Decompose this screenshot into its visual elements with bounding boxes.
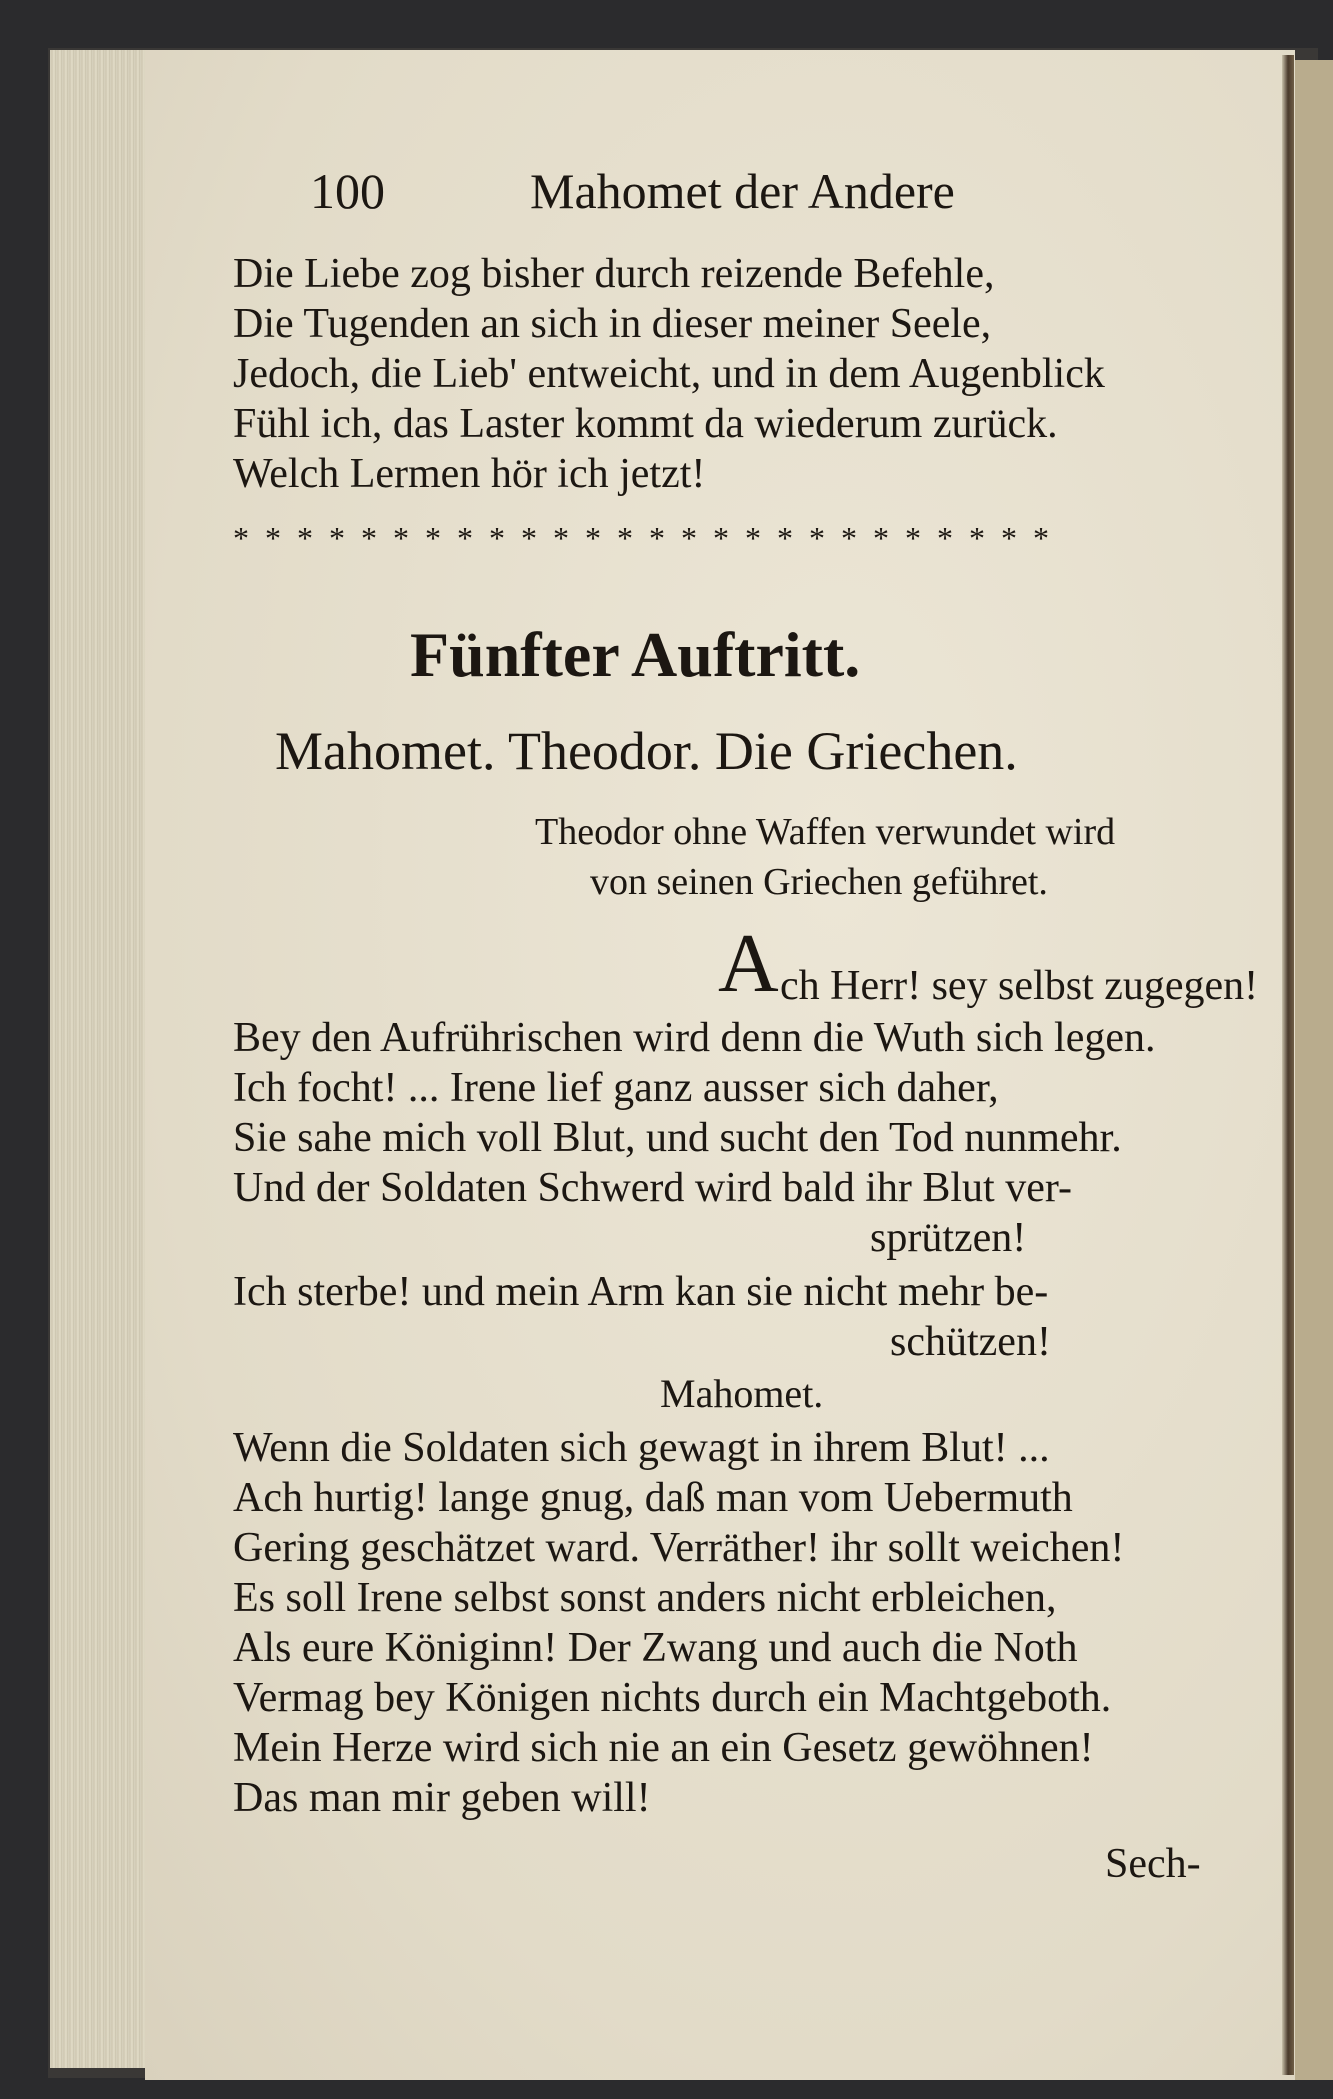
verse-line: Die Tugenden an sich in dieser meiner Seele,	[233, 301, 992, 347]
verse-line: Als eure Königinn! Der Zwang und auch die Noth	[233, 1625, 1078, 1671]
verse-line: Ach hurtig! lange gnug, daß man vom Uebermuth	[233, 1475, 1073, 1521]
book-gutter	[1282, 55, 1294, 2075]
speaker-name: Mahomet.	[660, 1371, 824, 1416]
verse-line: Welch Lermen hör ich jetzt!	[233, 451, 706, 497]
verse-line: Fühl ich, das Laster kommt da wiederum zurück.	[233, 401, 1058, 447]
catchword: Sech-	[1105, 1841, 1201, 1887]
stage-direction: von seinen Griechen geführet.	[590, 861, 1048, 903]
verse-line: Jedoch, die Lieb' entweicht, und in dem Augenblick	[233, 351, 1105, 397]
stage-direction: Theodor ohne Waffen verwundet wird	[535, 811, 1116, 853]
book-page	[145, 50, 1295, 2080]
scene-title: Fünfter Auftritt.	[410, 619, 861, 690]
running-title: Mahomet der Andere	[530, 163, 955, 219]
verse-line: Sie sahe mich voll Blut, und sucht den Tod nunmehr.	[233, 1115, 1122, 1161]
verse-line: Ich focht! ... Irene lief ganz ausser sich daher,	[233, 1065, 999, 1111]
verse-continuation: sprützen!	[870, 1215, 1027, 1261]
verse-line: Vermag bey Königen nichts durch ein Machtgeboth.	[233, 1675, 1112, 1721]
page-edges	[50, 50, 145, 2068]
verse-line: Es soll Irene selbst sonst anders nicht erbleichen,	[233, 1575, 1057, 1621]
verse-line: Und der Soldaten Schwerd wird bald ihr Blut ver-	[233, 1165, 1072, 1211]
verse-line: ch Herr! sey selbst zugegen!	[780, 963, 1259, 1009]
page-number: 100	[310, 163, 385, 219]
separator-stars: * * * * * * * * * * * * * * * * * * * * * * * * * *	[233, 520, 1053, 556]
verse-line: Mein Herze wird sich nie an ein Gesetz gewöhnen!	[233, 1725, 1094, 1771]
verse-line: Ich sterbe! und mein Arm kan sie nicht mehr be-	[233, 1269, 1049, 1315]
verse-line: Die Liebe zog bisher durch reizende Befehle,	[233, 251, 995, 297]
verse-line: Wenn die Soldaten sich gewagt in ihrem Blut! ...	[233, 1425, 1050, 1471]
verse-line: Bey den Aufrührischen wird denn die Wuth sich legen.	[233, 1015, 1156, 1061]
verse-line: Gering geschätzet ward. Verräther! ihr sollt weichen!	[233, 1525, 1125, 1571]
drop-capital: A	[718, 917, 779, 1010]
verse-continuation: schützen!	[890, 1319, 1051, 1365]
verse-line: Das man mir geben will!	[233, 1775, 651, 1821]
facing-page-edge	[1290, 60, 1333, 2080]
dramatis-personae: Mahomet. Theodor. Die Griechen.	[275, 721, 1018, 781]
